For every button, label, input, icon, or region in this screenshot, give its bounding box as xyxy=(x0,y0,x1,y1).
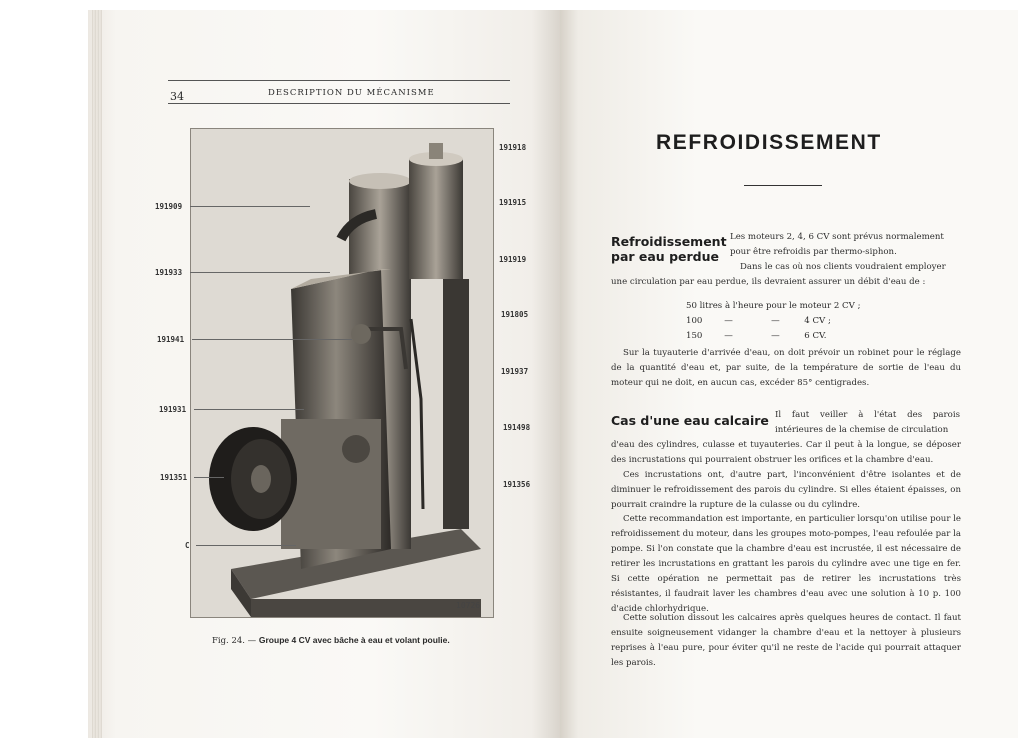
flow-rate-table xyxy=(686,299,860,344)
callout-191805: 191805 xyxy=(501,310,529,319)
leader-line xyxy=(192,339,352,340)
section2-p1-rest: d'eau des cylindres, culasse et tuyauteries. Car il peut à la longue, se déposer des incrustations qui pourraient obstruer les orifices et la chambre d'eau. xyxy=(611,440,961,465)
engine-illustration xyxy=(191,129,493,617)
section1-p1-line1: Les moteurs 2, 4, 6 CV sont prévus normalement xyxy=(730,232,944,242)
callout-191937: 191937 xyxy=(501,367,529,376)
callout-191909: 191909 xyxy=(155,202,183,211)
flow-rate-row: 100 — — 4 CV ; xyxy=(686,316,831,326)
callout-c: C xyxy=(185,541,190,550)
leader-line xyxy=(194,409,304,410)
caption-prefix: Fig. 24. — xyxy=(212,636,257,646)
section1-heading-line1: Refroidissement xyxy=(611,234,727,249)
section1-p3: Sur la tuyauterie d'arrivée d'eau, on doit prévoir un robinet pour le réglage de la quantité d'eau et, par suite, de la température de sortie de l'eau du moteur qui ne doit, en aucun cas, excéder 85° centigrades. xyxy=(611,348,961,388)
title-rule xyxy=(744,185,822,186)
caption-text: Groupe 4 CV avec bâche à eau et volant poulie. xyxy=(258,635,450,645)
section2-p4: Cette solution dissout les calcaires après quelques heures de contact. Il faut ensuite soigneusement vidanger la chambre d'eau et la nettoyer à plusieurs reprises à l'eau pure, pour éviter qu'il ne reste de l'acide qui pourrait attaquer les parois. xyxy=(611,613,961,668)
flow-rate-row: 150 — — 6 CV. xyxy=(686,331,827,341)
section2-p2: Ces incrustations ont, d'autre part, l'inconvénient d'être isolantes et de diminuer le refroidissement des parois du cylindre. Si elles étaient épaisses, on pourrait craindre la rupture de la culasse ou du cylindre. xyxy=(611,470,961,510)
section1-heading-line2: par eau perdue xyxy=(611,249,719,264)
chapter-title: REFROIDISSEMENT xyxy=(656,131,882,154)
callout-191918: 191918 xyxy=(499,143,527,152)
section1-p2-line1: Dans le cas où nos clients voudraient employer xyxy=(740,262,946,272)
callout-191941: 191941 xyxy=(157,335,185,344)
section1-p2-line2: une circulation par eau perdue, ils devraient assurer un débit d'eau de : xyxy=(611,277,926,287)
leader-line xyxy=(194,477,224,478)
section1-p1-line2: pour être refroidis par thermo-siphon. xyxy=(730,247,897,257)
callout-191919: 191919 xyxy=(499,255,527,264)
callout-191356: 191356 xyxy=(503,480,531,489)
page-edges xyxy=(92,10,102,738)
callout-191915: 191915 xyxy=(499,198,527,207)
page-number: 34 xyxy=(170,90,184,103)
section1-intro xyxy=(730,230,960,275)
section2-heading: Cas d'une eau calcaire xyxy=(611,413,769,428)
section2-p1-start: Il faut veiller à l'état des parois intérieures de la chemise de circulation xyxy=(775,410,960,435)
callout-191931: 191931 xyxy=(159,405,187,414)
running-head-title: DESCRIPTION DU MÉCANISME xyxy=(268,88,435,98)
section1-heading xyxy=(611,234,727,264)
callout-191933: 191933 xyxy=(155,268,183,277)
section2-p3: Cette recommandation est importante, en particulier lorsqu'on utilise pour le refroidissement du moteur, dans les groupes moto-pompes, l'eau refoulée par la pompe. Si l'on constate que la chambre d'eau est incrustée, il est nécessaire de retirer les incrustations en grattant les parois du cylindre avec une tige en fer. Si cette opération ne permettait pas de retirer les incrustations très résistantes, il faudrait laver les chambres d'eau avec une solution à 10 p. 100 d'acide chlorhydrique. xyxy=(611,514,961,614)
flow-rate-row: 50 litres à l'heure pour le moteur 2 CV ; xyxy=(686,301,861,311)
callout-191351: 191351 xyxy=(160,473,188,482)
callout-191498: 191498 xyxy=(503,423,531,432)
leader-line xyxy=(190,206,310,207)
plate-number: 10726 xyxy=(456,601,481,610)
leader-line xyxy=(196,545,296,546)
figure-caption xyxy=(212,635,450,646)
leader-line xyxy=(190,272,330,273)
